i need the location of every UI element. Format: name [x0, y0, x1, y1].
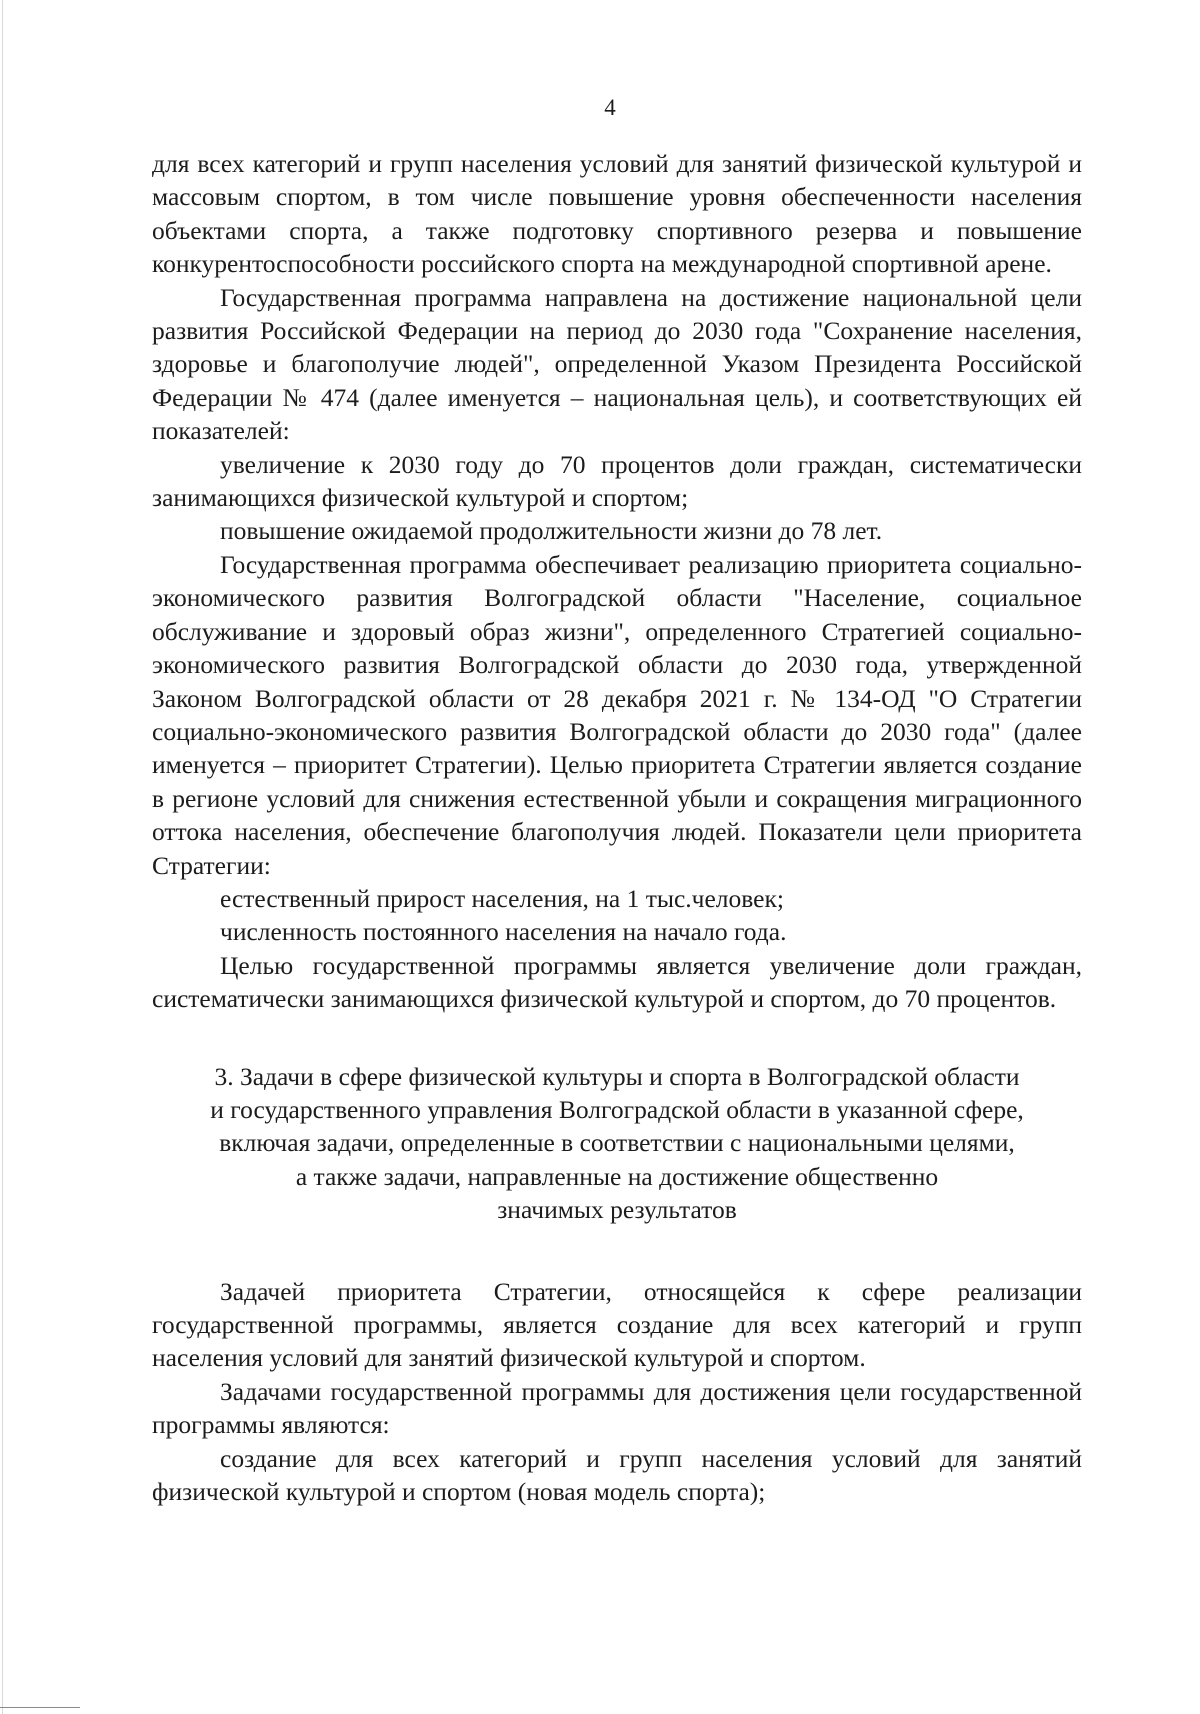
list-item: численность постоянного населения на начало года. — [220, 917, 787, 947]
document-body — [152, 147, 1082, 1508]
section-heading-line: 3. Задачи в сфере физической культуры и спорта в Волгоградской области — [214, 1061, 1020, 1091]
list-item: увеличение к 2030 году до 70 процентов доли граждан, систематически занимающихся физической культурой и спортом; — [152, 449, 1082, 513]
section-heading-line: а также задачи, направленные на достижение общественно — [295, 1161, 939, 1191]
section-heading-line: и государственного управления Волгоградской области в указанной сфере, — [210, 1094, 1024, 1124]
page-number: 4 — [604, 95, 616, 120]
paragraph: Задачей приоритета Стратегии, относящейся к сфере реализации государственной программы, является создание для всех категорий и групп населения условий для занятий физической культурой и спортом. — [152, 1276, 1082, 1373]
section-heading — [152, 1060, 1082, 1227]
scan-bottom-edge-line — [0, 1707, 80, 1708]
paragraph: Государственная программа обеспечивает реализацию приоритета социально-экономического развития Волгоградской области "Население, социальное обслуживание и здоровый образ жизни", определенного Стратегией социально-экономического развития Волгоградской области до 2030 года, утвержденной Законом Волгоградской области от 28 декабря 2021 г. № 134-ОД "О Стратегии социально-экономического развития Волгоградской области до 2030 года" (далее именуется – приоритет Стратегии). Целью приоритета Стратегии является создание в регионе условий для снижения естественной убыли и сокращения миграционного оттока населения, обеспечение благополучия людей. Показатели цели приоритета Стратегии: — [152, 549, 1082, 880]
paragraph: Задачами государственной программы для достижения цели государственной программы являются: — [152, 1376, 1082, 1440]
list-item: естественный прирост населения, на 1 тыс.человек; — [220, 883, 784, 913]
paragraph: Государственная программа направлена на достижение национальной цели развития Российской Федерации на период до 2030 года "Сохранение населения, здоровье и благополучие людей", определенной Указом Президента Российской Федерации № 474 (далее именуется – национальная цель), и соответствующих ей показателей: — [152, 282, 1082, 446]
section-heading-line: включая задачи, определенные в соответствии с национальными целями, — [219, 1128, 1015, 1158]
scan-left-edge-line — [2, 0, 3, 1714]
paragraph: Целью государственной программы является увеличение доли граждан, систематически занимающихся физической культурой и спортом, до 70 процентов. — [152, 950, 1082, 1014]
section-heading-line: значимых результатов — [497, 1195, 737, 1225]
list-item: создание для всех категорий и групп населения условий для занятий физической культурой и спортом (новая модель спорта); — [152, 1443, 1082, 1507]
list-item: повышение ожидаемой продолжительности жизни до 78 лет. — [220, 516, 883, 546]
paragraph-continuation: для всех категорий и групп населения условий для занятий физической культурой и массовым спортом, в том числе повышение уровня обеспеченности населения объектами спорта, а также подготовку спортивного резерва и повышение конкурентоспособности российского спорта на международной спортивной арене. — [152, 149, 1082, 279]
